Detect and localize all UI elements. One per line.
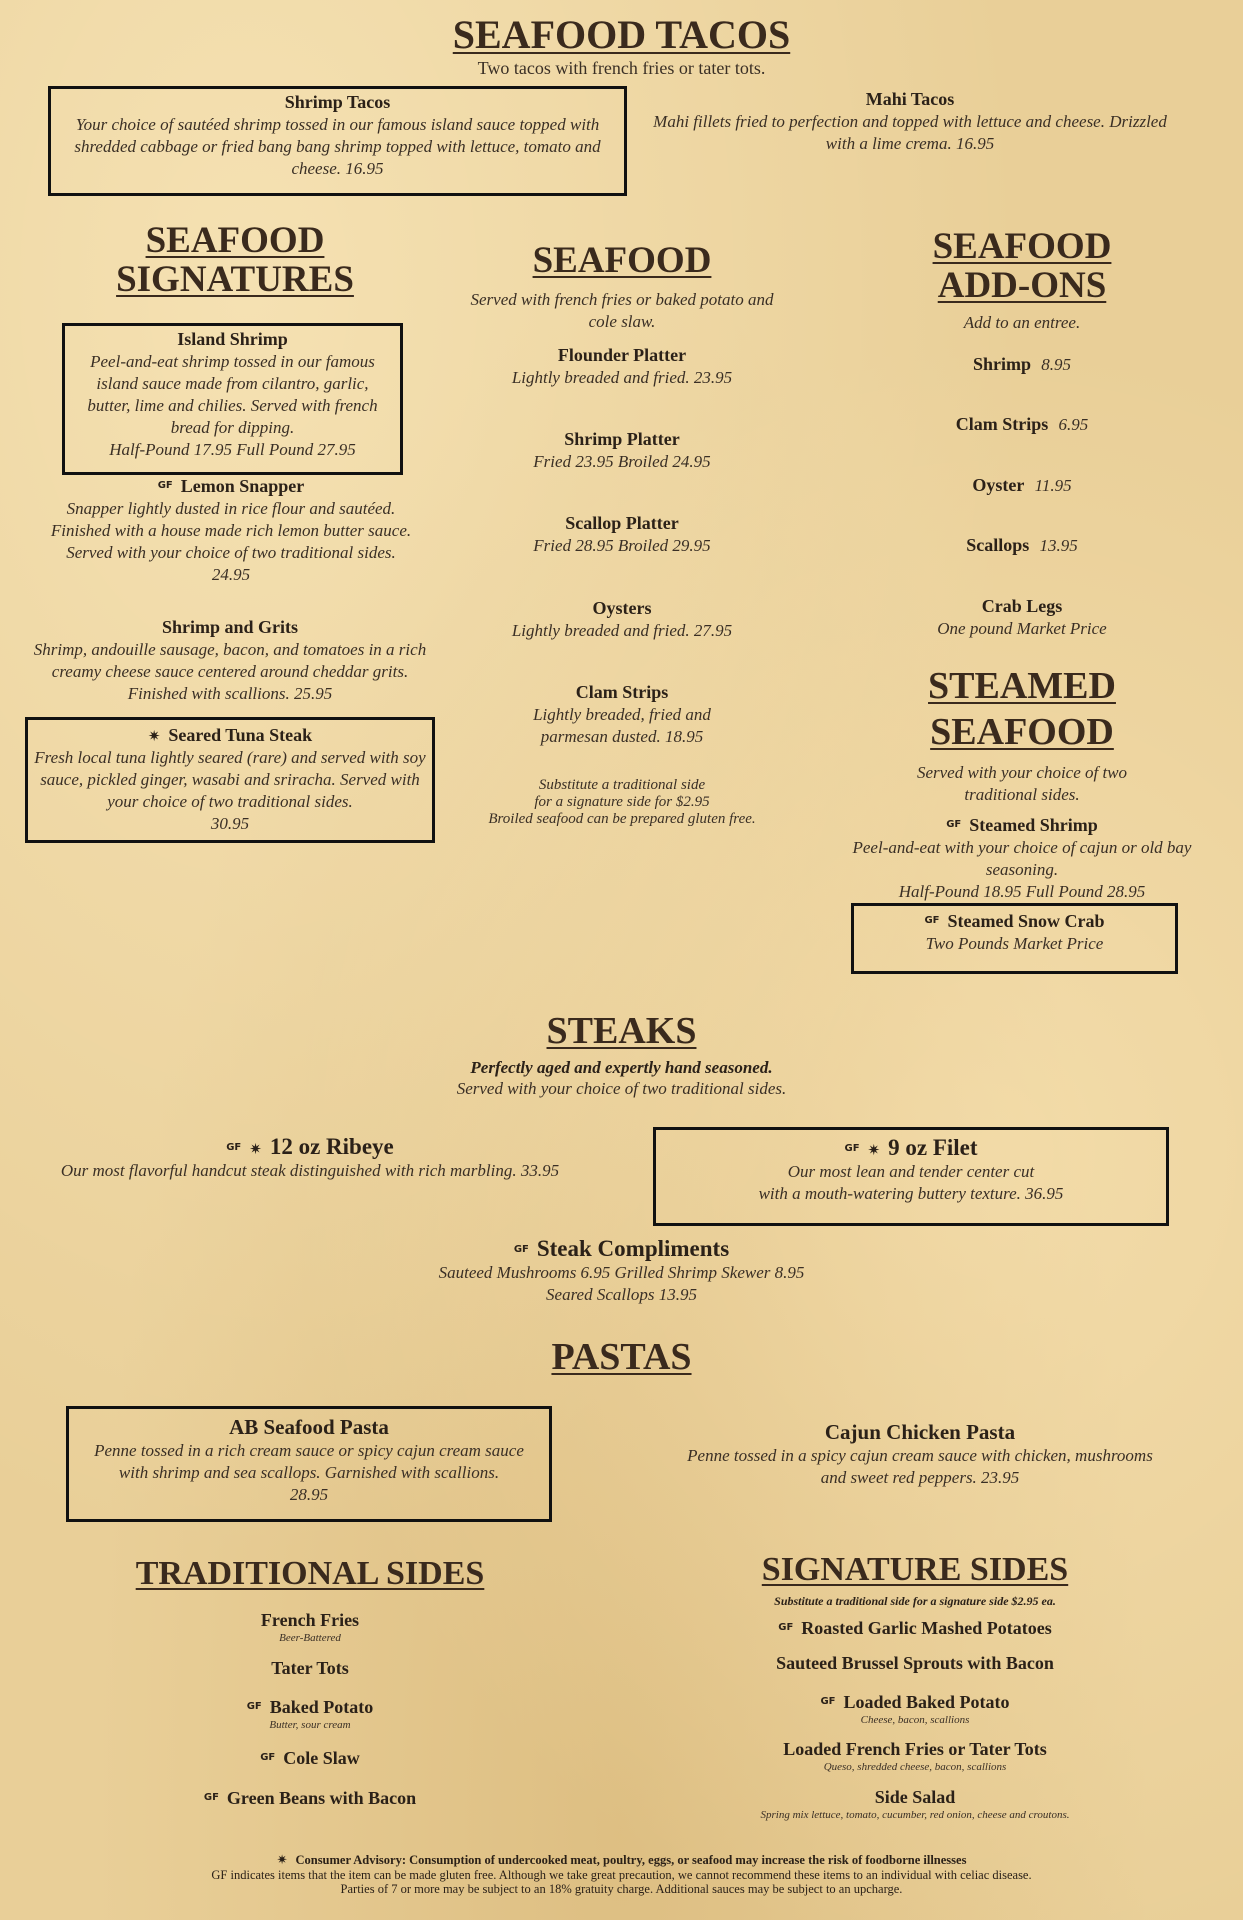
- tuna-steak-box: [25, 717, 435, 843]
- oysters-name: Oysters: [592, 598, 652, 618]
- star-icon: ✷: [276, 1853, 288, 1868]
- ribeye-desc: Our most flavorful handcut steak distinguished with rich marbling. 33.95: [60, 1161, 560, 1180]
- signature-sides-subtitle: Substitute a traditional side for a signature side $2.95 ea.: [774, 1593, 1056, 1608]
- side-name: Cole Slaw: [283, 1748, 360, 1768]
- steaks-subtitle-2: Served with your choice of two traditional sides.: [456, 1078, 787, 1098]
- filet-desc-2: with a mouth-watering buttery texture. 36.95: [758, 1184, 1064, 1203]
- side-item: [110, 1748, 510, 1770]
- mahi-tacos: [650, 89, 1170, 155]
- addon-item: [862, 414, 1182, 436]
- addon-name: Shrimp: [973, 354, 1032, 374]
- side-item: [110, 1788, 510, 1810]
- mahi-tacos-desc: Mahi fillets fried to perfection and topped with lettuce and cheese. Drizzled with a lime crema. 16.95: [653, 111, 1167, 153]
- crab-legs-desc: One pound Market Price: [937, 618, 1107, 638]
- lemon-snapper: [36, 476, 426, 586]
- addon-price: 6.95: [1058, 415, 1089, 434]
- side-name: Tater Tots: [271, 1658, 349, 1678]
- seafood-note-line: Substitute a traditional side: [538, 777, 706, 793]
- shrimp-platter-name: Shrimp Platter: [564, 429, 680, 449]
- island-shrimp-price: Half-Pound 17.95 Full Pound 27.95: [109, 439, 356, 459]
- gf-badge: GF: [203, 1792, 219, 1803]
- shrimp-platter: [462, 429, 782, 473]
- pastas-header: [0, 1338, 1243, 1378]
- addon-name: Clam Strips: [955, 414, 1049, 434]
- side-note: Spring mix lettuce, tomato, cucumber, red onion, cheese and croutons.: [760, 1808, 1070, 1821]
- shrimp-tacos-name: Shrimp Tacos: [284, 92, 391, 112]
- steaks-subtitle: Perfectly aged and expertly hand seasoned.: [470, 1057, 773, 1077]
- traditional-sides-title: TRADITIONAL SIDES: [135, 1555, 485, 1592]
- addon-item: [862, 354, 1182, 376]
- tuna-steak-name: Seared Tuna Steak: [168, 725, 313, 745]
- ab-pasta-name: AB Seafood Pasta: [229, 1415, 389, 1439]
- shrimp-tacos-desc: Your choice of sautéed shrimp tossed in our famous island sauce topped with shredded cabbage or fried bang bang shrimp topped with lettuce, tomato and cheese. 16.95: [74, 114, 601, 178]
- ribeye-name: 12 oz Ribeye: [269, 1134, 394, 1159]
- steaks-header: [0, 1012, 1243, 1099]
- side-item: [110, 1610, 510, 1645]
- gf-badge: GF: [260, 1752, 276, 1763]
- addon-price: 13.95: [1039, 536, 1078, 555]
- snow-crab-box: [851, 903, 1178, 974]
- mahi-tacos-name: Mahi Tacos: [865, 89, 955, 109]
- steamed-shrimp-price: Half-Pound 18.95 Full Pound 28.95: [898, 881, 1146, 901]
- side-item: [680, 1692, 1150, 1727]
- side-name: Roasted Garlic Mashed Potatoes: [801, 1618, 1052, 1638]
- steamed-shrimp-name: Steamed Shrimp: [969, 815, 1098, 835]
- tacos-subtitle: Two tacos with french fries or tater tots.: [477, 58, 766, 78]
- side-name: Loaded Baked Potato: [843, 1692, 1010, 1712]
- side-name: Loaded French Fries or Tater Tots: [783, 1739, 1047, 1759]
- addons-header: [862, 228, 1182, 333]
- side-name: Side Salad: [874, 1787, 956, 1807]
- compliments-desc-2: Seared Scallops 13.95: [546, 1285, 697, 1304]
- snow-crab-desc: Two Pounds Market Price: [925, 933, 1104, 953]
- filet-desc: Our most lean and tender center cut: [787, 1162, 1035, 1181]
- ab-pasta-price: 28.95: [289, 1485, 329, 1504]
- crab-legs: [862, 596, 1182, 640]
- steamed-subtitle: Served with your choice of two traditional sides.: [916, 763, 1128, 804]
- tacos-title: SEAFOOD TACOS: [452, 12, 791, 57]
- steamed-header: [852, 664, 1192, 755]
- addon-name: Oyster: [972, 475, 1025, 495]
- addons-subtitle: Add to an entree.: [963, 312, 1081, 332]
- addon-price: 8.95: [1041, 355, 1071, 374]
- ab-pasta-box: [66, 1406, 552, 1522]
- cajun-pasta: [680, 1420, 1160, 1489]
- compliments-name: Steak Compliments: [536, 1236, 730, 1261]
- addon-item: [862, 535, 1182, 557]
- addon-item: [862, 475, 1182, 497]
- gf-note: GF indicates items that the item can be made gluten free. Although we take great precaution, we cannot recommend these items to an individual with celiac disease.: [211, 1868, 1032, 1882]
- steaks-title: STEAKS: [546, 1010, 697, 1052]
- oysters-desc: Lightly breaded and fried. 27.95: [511, 620, 733, 640]
- oysters: [462, 598, 782, 642]
- scallop-platter-desc: Fried 28.95 Broiled 29.95: [533, 535, 711, 555]
- seafood-subtitle: Served with french fries or baked potato and cole slaw.: [470, 289, 774, 331]
- side-name: Green Beans with Bacon: [226, 1788, 417, 1808]
- side-item: [110, 1658, 510, 1680]
- traditional-sides-header: [60, 1556, 560, 1592]
- island-shrimp-box: [62, 323, 403, 475]
- steamed-title-line2: SEAFOOD: [930, 710, 1114, 753]
- ribeye: [40, 1134, 580, 1182]
- side-note: Butter, sour cream: [269, 1718, 351, 1731]
- side-item: [680, 1618, 1150, 1640]
- island-shrimp-name: Island Shrimp: [177, 329, 288, 349]
- party-note: Parties of 7 or more may be subject to an 18% gratuity charge. Additional sauces may be subject to an upcharge.: [340, 1882, 903, 1896]
- side-note: Beer-Battered: [279, 1631, 341, 1644]
- addon-price: 11.95: [1034, 476, 1072, 495]
- clam-strips-name: Clam Strips: [575, 682, 669, 702]
- scallop-platter-name: Scallop Platter: [565, 513, 679, 533]
- signature-sides-title: SIGNATURE SIDES: [761, 1551, 1069, 1588]
- steamed-shrimp-desc: Peel-and-eat with your choice of cajun or old bay seasoning.: [852, 837, 1192, 879]
- seafood-note-line: for a signature side for $2.95: [534, 794, 710, 810]
- gf-badge: GF: [820, 1696, 836, 1707]
- side-item: [680, 1787, 1150, 1822]
- filet-name: 9 oz Filet: [888, 1135, 978, 1160]
- gf-badge: GF: [844, 1143, 860, 1154]
- footer: [0, 1853, 1243, 1896]
- gf-badge: GF: [226, 1142, 242, 1153]
- gf-badge: GF: [246, 1701, 262, 1712]
- side-item: [110, 1697, 510, 1732]
- side-note: Cheese, bacon, scallions: [860, 1713, 970, 1726]
- flounder-platter: [462, 345, 782, 389]
- addons-title-line1: SEAFOOD: [932, 226, 1112, 267]
- steamed-shrimp: [822, 815, 1222, 903]
- side-name: French Fries: [260, 1610, 360, 1630]
- side-note: Queso, shredded cheese, bacon, scallions: [823, 1760, 1007, 1773]
- island-shrimp-desc: Peel-and-eat shrimp tossed in our famous island sauce made from cilantro, garlic, butter, lime and chilies. Served with french bread for dipping.: [87, 351, 378, 437]
- shrimp-grits-desc: Shrimp, andouille sausage, bacon, and tomatoes in a rich creamy cheese sauce centered around cheddar grits. Finished with scallions. 25.95: [33, 639, 427, 703]
- shrimp-platter-desc: Fried 23.95 Broiled 24.95: [533, 451, 711, 471]
- lemon-snapper-desc: Snapper lightly dusted in rice flour and sautéed. Finished with a house made rich lemon butter sauce. Served with your choice of two traditional sides.: [50, 498, 412, 562]
- steak-compliments: [300, 1236, 943, 1306]
- flounder-desc: Lightly breaded and fried. 23.95: [511, 367, 733, 387]
- signature-sides-header: [680, 1552, 1150, 1609]
- star-icon: ✷: [147, 727, 161, 745]
- star-icon: ✷: [867, 1141, 881, 1159]
- shrimp-tacos-box: [48, 86, 627, 196]
- clam-strips: [502, 682, 742, 748]
- lemon-snapper-name: Lemon Snapper: [180, 476, 305, 496]
- gf-badge: GF: [924, 915, 940, 926]
- gf-badge: GF: [513, 1244, 529, 1255]
- cajun-pasta-desc: Penne tossed in a spicy cajun cream sauce with chicken, mushrooms and sweet red peppers. 23.95: [687, 1446, 1153, 1487]
- side-name: Baked Potato: [269, 1697, 374, 1717]
- shrimp-grits: [20, 617, 440, 705]
- seafood-note: [452, 777, 792, 828]
- signatures-title-line2: SIGNATURES: [116, 258, 354, 300]
- pastas-title: PASTAS: [551, 1336, 692, 1378]
- compliments-desc: Sauteed Mushrooms 6.95 Grilled Shrimp Skewer 8.95: [438, 1263, 805, 1282]
- filet-box: [653, 1127, 1169, 1226]
- addons-title-line2: ADD-ONS: [937, 264, 1107, 306]
- seafood-note-line: Broiled seafood can be prepared gluten free.: [488, 811, 756, 827]
- steamed-title-line1: STEAMED: [928, 665, 1116, 707]
- signatures-header: [40, 222, 430, 300]
- shrimp-grits-name: Shrimp and Grits: [161, 617, 299, 637]
- scallop-platter: [462, 513, 782, 557]
- side-item: [680, 1739, 1150, 1774]
- star-icon: ✷: [249, 1140, 262, 1158]
- tuna-steak-desc: Fresh local tuna lightly seared (rare) and served with soy sauce, pickled ginger, wasabi and sriracha. Served with your choice of two traditional sides.: [34, 747, 426, 811]
- gf-badge: GF: [946, 819, 962, 830]
- gf-badge: GF: [157, 480, 173, 491]
- signatures-title-line1: SEAFOOD: [145, 220, 325, 261]
- clam-strips-desc: Lightly breaded, fried and parmesan dusted. 18.95: [533, 704, 711, 746]
- side-name: Sauteed Brussel Sprouts with Bacon: [776, 1653, 1054, 1673]
- tuna-steak-price: 30.95: [210, 813, 250, 833]
- lemon-snapper-price: 24.95: [211, 564, 251, 584]
- addon-name: Scallops: [966, 535, 1030, 555]
- seafood-title: SEAFOOD: [532, 240, 712, 281]
- crab-legs-name: Crab Legs: [981, 596, 1063, 616]
- gf-badge: GF: [778, 1622, 794, 1633]
- tacos-section: [0, 14, 1243, 79]
- ab-pasta-desc: Penne tossed in a rich cream sauce or spicy cajun cream sauce with shrimp and sea scallops. Garnished with scallions.: [94, 1441, 524, 1482]
- consumer-advisory: Consumer Advisory: Consumption of undercooked meat, poultry, eggs, or seafood may increase the risk of foodborne illnesses: [295, 1853, 967, 1867]
- cajun-pasta-name: Cajun Chicken Pasta: [824, 1420, 1016, 1444]
- snow-crab-name: Steamed Snow Crab: [947, 911, 1105, 931]
- seafood-header: [452, 242, 792, 333]
- flounder-name: Flounder Platter: [557, 345, 687, 365]
- side-item: [680, 1653, 1150, 1675]
